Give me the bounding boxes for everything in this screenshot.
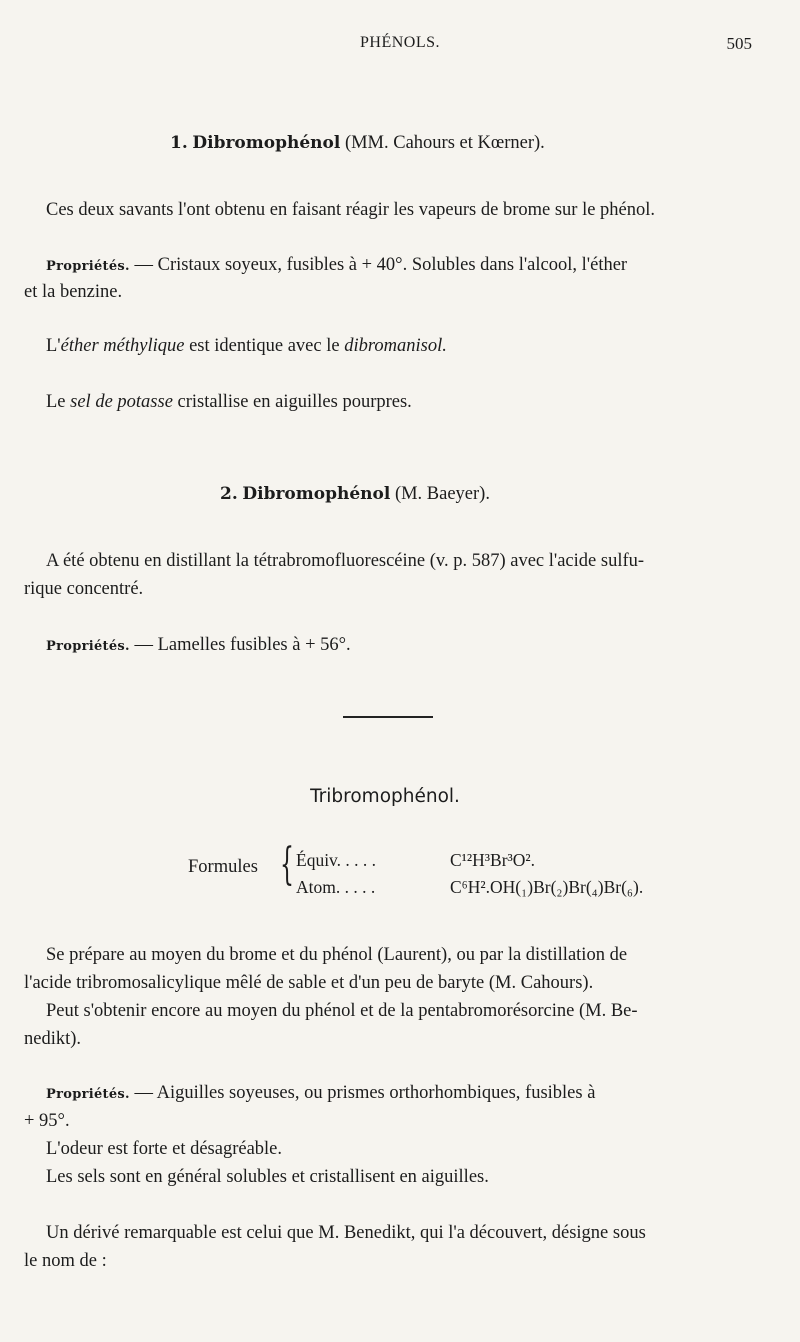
section1-authors: (MM. Cahours et Kœrner).	[344, 133, 545, 153]
properties-text: — Lamelles fusibles à + 56°.	[129, 635, 351, 655]
equiv-formula: C¹²H³Br³O².	[450, 850, 536, 870]
section3-para1-line2: l'acide tribromosalicylique mêlé de sable et d'un peu de baryte (M. Cahours).	[24, 973, 594, 993]
ether-prefix: L'	[46, 336, 61, 356]
section3-properties-cont: + 95°.	[24, 1111, 70, 1131]
sel-line	[46, 389, 412, 415]
section2-properties	[46, 632, 351, 660]
properties-label: Propriétés.	[46, 1087, 130, 1102]
atom-label: Atom. . . . .	[296, 877, 376, 897]
page-number: 505	[726, 34, 752, 53]
properties-text: — Cristaux soyeux, fusibles à + 40°. Solubles dans l'alcool, l'éther	[129, 255, 628, 275]
section2-heading	[220, 481, 490, 507]
section3-title: Tribromophénol.	[310, 786, 460, 807]
section1-properties-cont: et la benzine.	[24, 282, 123, 302]
section1-properties	[46, 252, 758, 280]
section2-number: 2.	[220, 484, 238, 504]
equiv-label: Équiv. . . . .	[296, 850, 377, 870]
section1-heading	[170, 130, 545, 156]
formulas-label: Formules	[188, 857, 258, 877]
derive-line1: Un dérivé remarquable est celui que M. Benedikt, qui l'a découvert, désigne sous	[46, 1223, 646, 1243]
section2-authors: (M. Baeyer).	[394, 484, 490, 504]
section3-para2-line1: Peut s'obtenir encore au moyen du phénol et de la pentabromorésorcine (M. Be-	[46, 1001, 638, 1021]
section1-number: 1.	[170, 133, 188, 153]
odeur-line: L'odeur est forte et désagréable.	[46, 1139, 283, 1159]
section2-paragraph-line2: rique concentré.	[24, 579, 144, 599]
atom-formula: C⁶H².OH(₁)Br(₂)Br(₄)Br(₆).	[450, 877, 644, 897]
sel-prefix: Le	[46, 392, 71, 412]
section1-name: Dibromophénol	[192, 133, 341, 153]
derive-line2: le nom de :	[24, 1251, 107, 1271]
ether-italic: éther méthylique	[60, 336, 185, 356]
ether-italic2: dibromanisol.	[344, 336, 447, 356]
running-header: PHÉNOLS.	[359, 34, 440, 51]
sel-italic: sel de potasse	[70, 392, 173, 412]
section2-name: Dibromophénol	[242, 484, 391, 504]
section1-paragraph: Ces deux savants l'ont obtenu en faisant réagir les vapeurs de brome sur le phénol.	[46, 200, 656, 220]
section2-paragraph-line1: A été obtenu en distillant la tétrabromofluorescéine (v. p. 587) avec l'acide sulfu-	[46, 551, 645, 571]
properties-label: Propriétés.	[46, 639, 130, 654]
brace-symbol: {	[280, 839, 294, 890]
sel-rest: cristallise en aiguilles pourpres.	[172, 392, 412, 412]
section-divider	[343, 716, 433, 718]
ether-line	[46, 333, 447, 359]
sels-line: Les sels sont en général solubles et cristallisent en aiguilles.	[46, 1167, 489, 1187]
section3-para2-line2: nedikt).	[24, 1029, 82, 1049]
properties-text: — Aiguilles soyeuses, ou prismes orthorhombiques, fusibles à	[129, 1083, 596, 1103]
ether-mid: est identique avec le	[184, 336, 345, 356]
properties-label: Propriétés.	[46, 259, 130, 274]
section3-properties	[46, 1080, 595, 1108]
section3-para1-line1: Se prépare au moyen du brome et du phénol (Laurent), ou par la distillation de	[46, 945, 628, 965]
